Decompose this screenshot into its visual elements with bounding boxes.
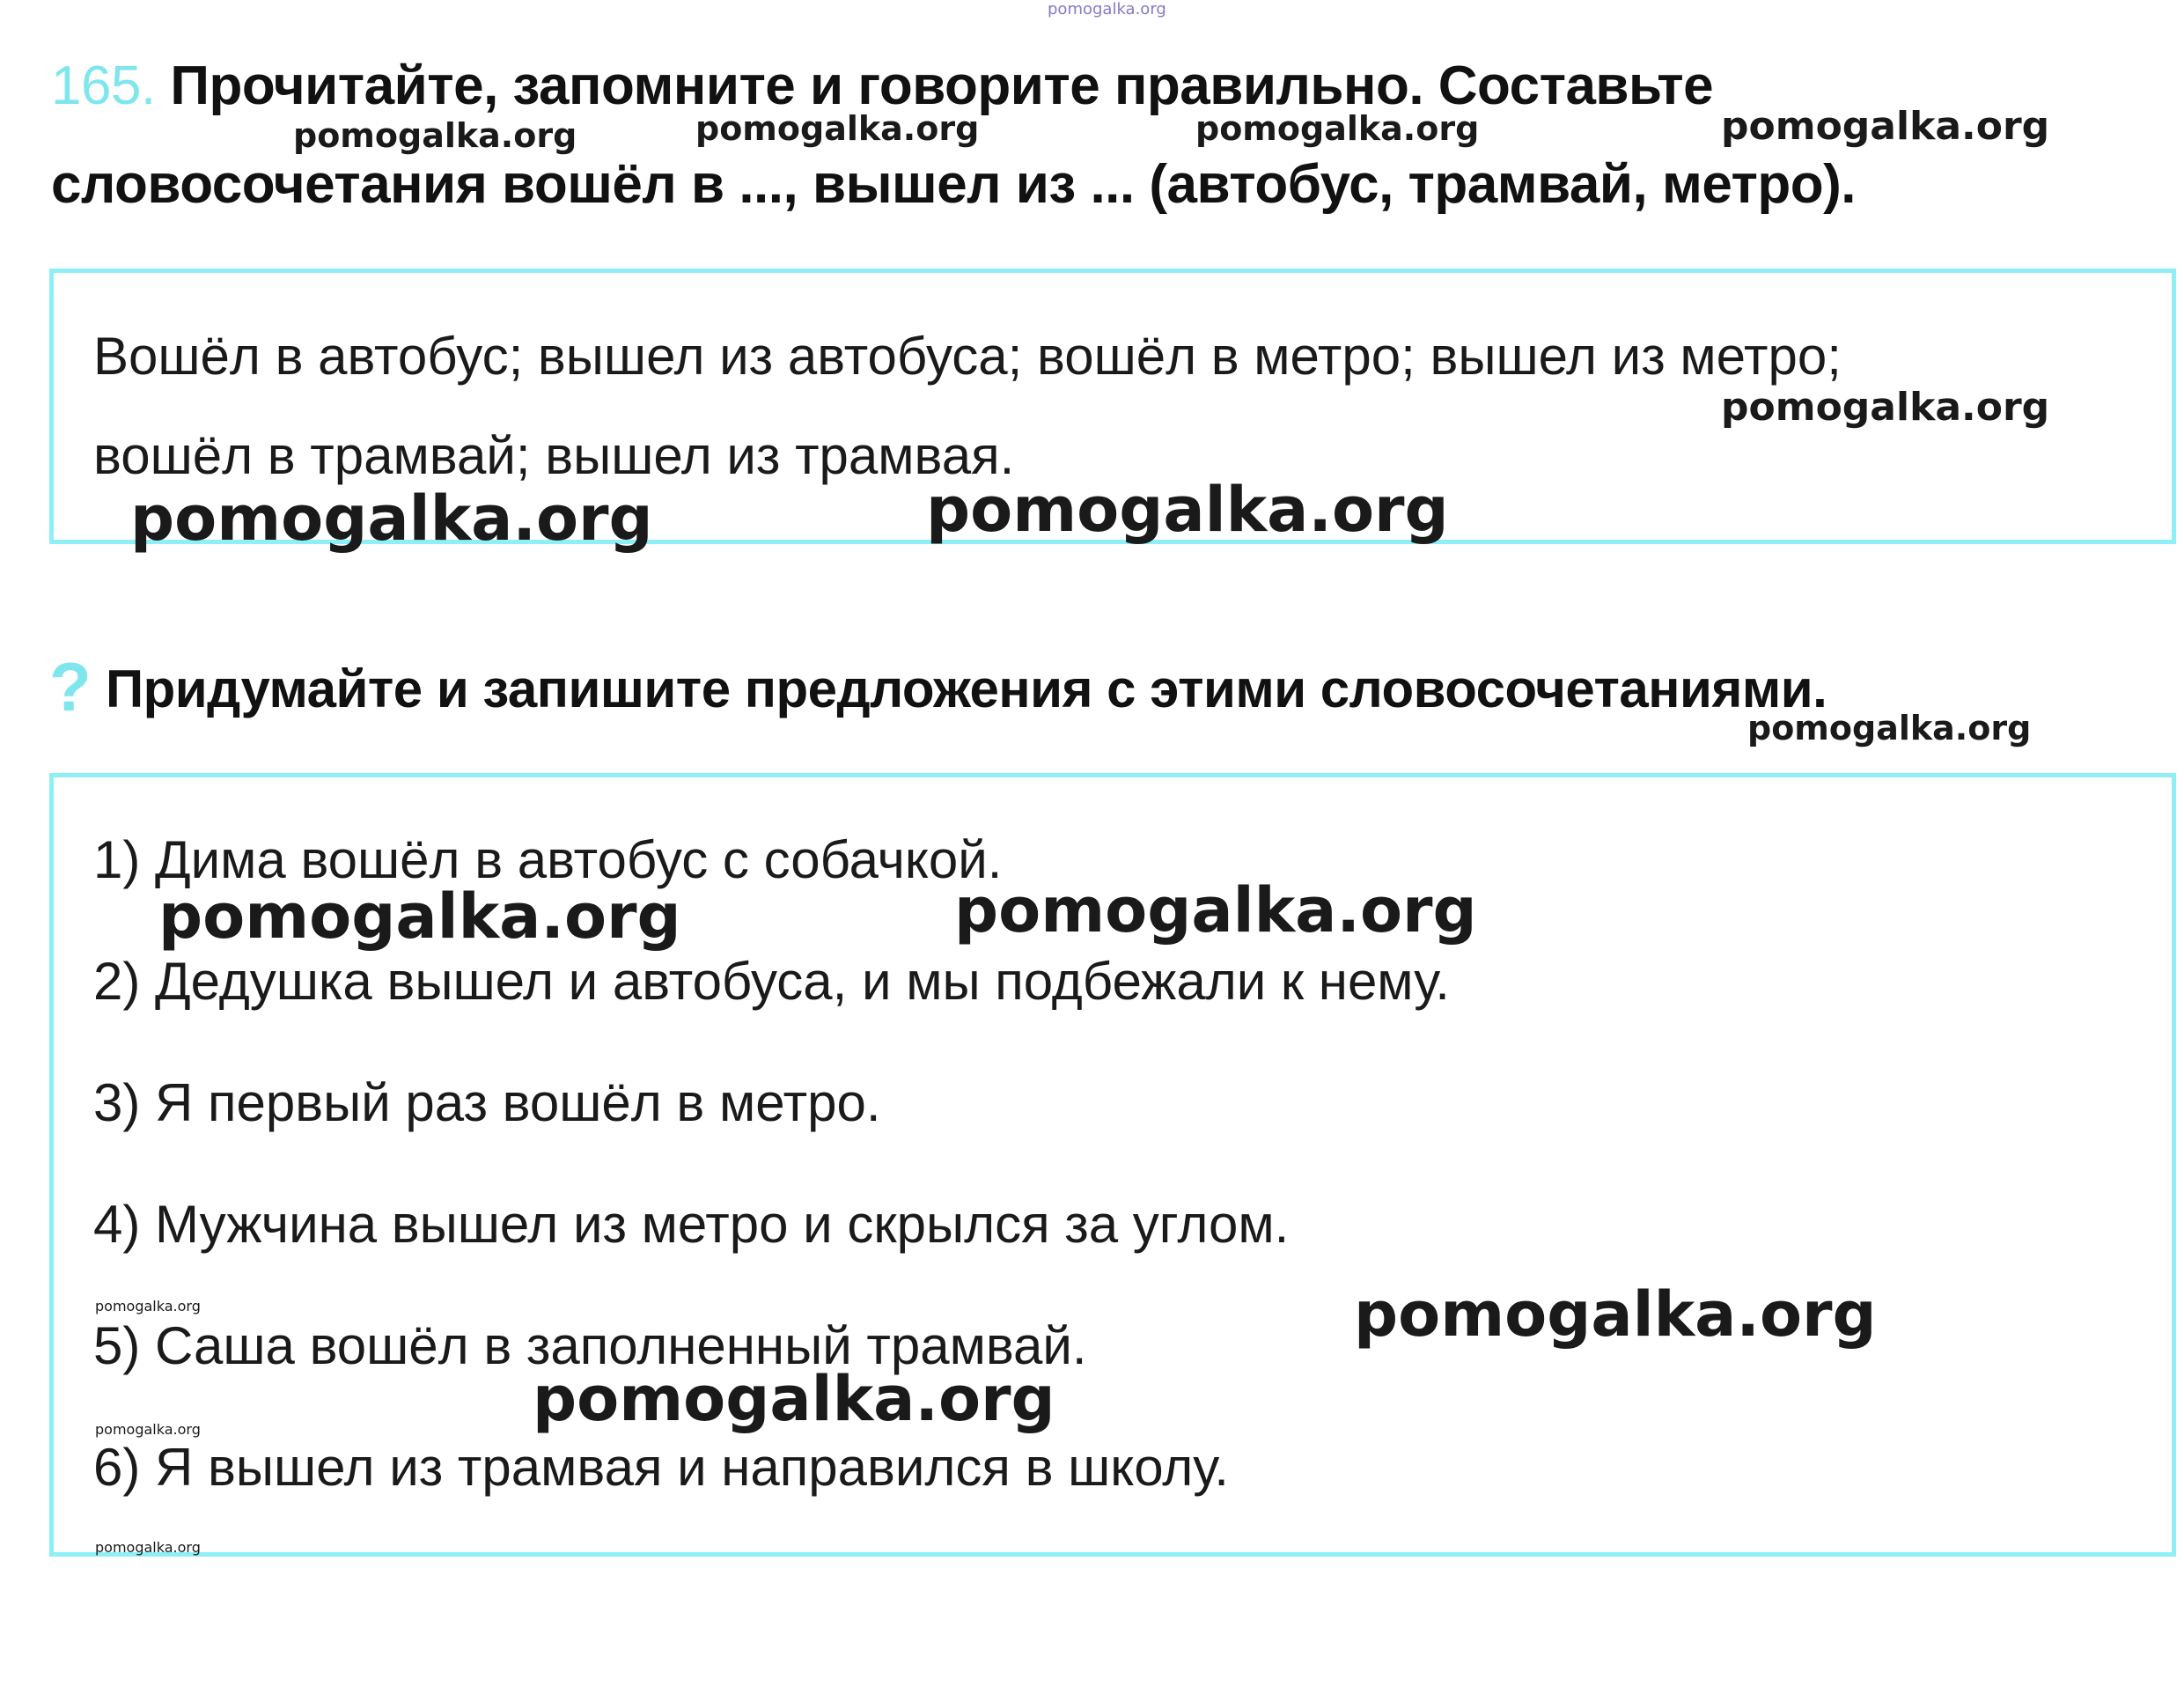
watermark: pomogalka.org [158,880,681,953]
exercise-number: 165. [51,55,156,116]
question-mark-icon: ? [49,648,92,725]
sentence-1: 1) Дима вошёл в автобус с собачкой. [93,830,1003,889]
sentence-2: 2) Дедушка вышел и автобуса, и мы подбежали к нему. [93,952,1450,1011]
exercise-instruction-line2: словосочетания вошёл в ..., вышел из ... (автобус, трамвай, метро). [51,154,1856,215]
question-text: Придумайте и запишите предложения с этими словосочетаниями. [106,659,1827,718]
sentence-6: 6) Я вышел из трамвая и направился в школу. [93,1438,1229,1497]
watermark-top: pomogalka.org [1048,0,1166,18]
watermark: pomogalka.org [954,874,1477,946]
watermark: pomogalka.org [695,109,980,148]
sentence-5: 5) Саша вошёл в заполненный трамвай. [93,1316,1087,1375]
watermark: pomogalka.org [1721,385,2050,430]
watermark: pomogalka.org [95,1421,201,1438]
watermark: pomogalka.org [926,474,1449,546]
sentence-3: 3) Я первый раз вошёл в метро. [93,1073,881,1132]
answer1-line1: Вошёл в автобус; вышел из автобуса; вошёл в метро; вышел из метро; [93,327,1842,386]
watermark: pomogalka.org [95,1298,201,1314]
watermark: pomogalka.org [130,482,653,555]
watermark: pomogalka.org [95,1539,201,1556]
answer1-line2: вошёл в трамвай; вышел из трамвая. [93,426,1015,485]
watermark: pomogalka.org [1747,709,2032,747]
watermark: pomogalka.org [533,1363,1055,1435]
sentence-4: 4) Мужчина вышел из метро и скрылся за углом. [93,1195,1290,1254]
watermark: pomogalka.org [1195,109,1480,148]
watermark: pomogalka.org [1354,1278,1877,1351]
watermark: pomogalka.org [1721,104,2050,149]
exercise-instruction-line1 [51,55,1713,117]
watermark: pomogalka.org [293,116,577,155]
exercise-instruction-text1: Прочитайте, запомните и говорите правильно. Составьте [170,55,1714,116]
